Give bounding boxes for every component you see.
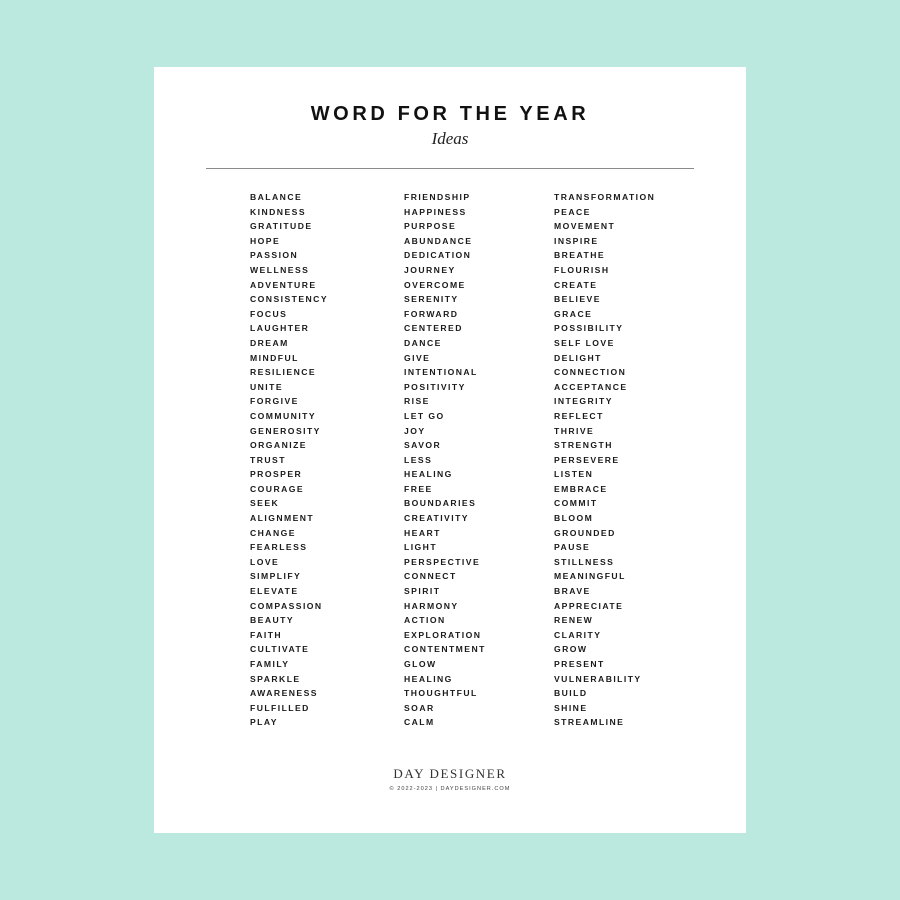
- brand-name: DAY DESIGNER: [393, 766, 507, 781]
- word-item: COMMUNITY: [250, 410, 317, 421]
- word-item: SERENITY: [404, 294, 459, 305]
- word-item: ALIGNMENT: [250, 513, 315, 524]
- word-item: PLAY: [250, 717, 278, 728]
- word-item: BREATHE: [554, 250, 606, 261]
- word-item: CHANGE: [250, 527, 296, 538]
- word-item: VULNERABILITY: [554, 673, 642, 684]
- word-item: FLOURISH: [554, 264, 610, 275]
- word-item: THRIVE: [554, 425, 595, 436]
- word-item: PERSPECTIVE: [404, 556, 481, 567]
- word-item: GROUNDED: [554, 527, 616, 538]
- word-item: GIVE: [404, 352, 431, 363]
- word-item: DANCE: [404, 337, 442, 348]
- word-item: BUILD: [554, 688, 588, 699]
- word-item: HEALING: [404, 673, 453, 684]
- word-item: BRAVE: [554, 586, 591, 597]
- word-item: WELLNESS: [250, 264, 310, 275]
- word-item: RENEW: [554, 615, 594, 626]
- word-item: INTEGRITY: [554, 396, 613, 407]
- word-item: PROSPER: [250, 469, 303, 480]
- page-title: WORD FOR THE YEAR: [310, 103, 590, 125]
- word-item: STREAMLINE: [554, 717, 625, 728]
- word-item: APPRECIATE: [554, 600, 624, 611]
- word-item: STILLNESS: [554, 556, 615, 567]
- word-item: HEALING: [404, 469, 453, 480]
- word-item: FULFILLED: [250, 702, 310, 713]
- word-item: FAMILY: [250, 659, 290, 669]
- word-item: PEACE: [554, 206, 591, 217]
- word-item: ELEVATE: [250, 586, 299, 597]
- word-item: SPIRIT: [404, 586, 441, 597]
- word-item: FORGIVE: [250, 396, 299, 407]
- word-item: SELF LOVE: [554, 337, 615, 348]
- word-item: MINDFUL: [250, 352, 299, 363]
- word-item: LET GO: [404, 410, 445, 421]
- page-subtitle: Ideas: [431, 129, 469, 148]
- word-item: CLARITY: [554, 629, 602, 640]
- word-item: JOY: [404, 425, 426, 436]
- word-item: AWARENESS: [250, 688, 318, 699]
- word-item: SIMPLIFY: [250, 571, 302, 582]
- word-item: ACCEPTANCE: [554, 381, 628, 392]
- word-column-2: [404, 190, 486, 730]
- word-item: CALM: [404, 717, 435, 728]
- word-item: ACTION: [404, 615, 446, 626]
- word-item: POSSIBILITY: [554, 323, 624, 334]
- word-item: COMPASSION: [250, 600, 323, 611]
- word-item: BLOOM: [554, 513, 594, 524]
- word-item: SAVOR: [404, 440, 442, 451]
- word-item: BELIEVE: [554, 294, 601, 305]
- word-item: LISTEN: [554, 469, 594, 480]
- word-item: LIGHT: [404, 542, 438, 553]
- word-item: BOUNDARIES: [404, 498, 477, 509]
- word-item: TRUST: [250, 454, 286, 465]
- word-item: OVERCOME: [404, 279, 466, 290]
- word-item: HOPE: [250, 235, 281, 246]
- word-item: FAITH: [250, 629, 283, 640]
- word-item: CONTENTMENT: [404, 644, 486, 655]
- word-column-1: [250, 190, 328, 730]
- word-item: COMMIT: [554, 498, 598, 509]
- word-item: EXPLORATION: [404, 629, 482, 640]
- word-item: FRIENDSHIP: [404, 192, 471, 202]
- word-item: CENTERED: [404, 323, 463, 334]
- word-item: REFLECT: [554, 410, 604, 421]
- word-item: PURPOSE: [404, 221, 457, 232]
- word-item: BALANCE: [250, 192, 303, 202]
- word-item: STRENGTH: [554, 440, 613, 451]
- word-item: PRESENT: [554, 659, 605, 669]
- word-item: DELIGHT: [554, 352, 602, 363]
- word-item: MEANINGFUL: [554, 571, 626, 582]
- word-item: RISE: [404, 396, 430, 407]
- word-item: TRANSFORMATION: [554, 192, 656, 202]
- word-item: FORWARD: [404, 308, 459, 319]
- word-item: GRACE: [554, 308, 593, 319]
- word-item: POSITIVITY: [404, 381, 466, 392]
- word-item: CONSISTENCY: [250, 294, 329, 305]
- word-item: SHINE: [554, 702, 588, 713]
- word-item: FREE: [404, 483, 433, 494]
- word-item: LESS: [404, 454, 433, 465]
- word-item: SOAR: [404, 702, 435, 713]
- word-item: HARMONY: [404, 600, 459, 611]
- word-item: SEEK: [250, 498, 280, 509]
- word-item: FOCUS: [250, 308, 288, 319]
- word-item: KINDNESS: [250, 206, 307, 217]
- word-item: GRATITUDE: [250, 221, 313, 232]
- word-item: SPARKLE: [250, 673, 301, 684]
- word-item: HAPPINESS: [404, 206, 467, 217]
- worksheet-page: [154, 67, 746, 833]
- word-item: PASSION: [250, 250, 299, 261]
- word-item: RESILIENCE: [250, 367, 317, 378]
- word-item: INTENTIONAL: [404, 367, 478, 378]
- word-item: CREATIVITY: [404, 513, 469, 524]
- copyright-line: © 2022-2023 | DAYDESIGNER.COM: [389, 786, 511, 792]
- word-item: UNITE: [250, 381, 284, 392]
- word-item: CONNECTION: [554, 367, 627, 378]
- word-item: EMBRACE: [554, 483, 608, 494]
- word-item: CREATE: [554, 279, 598, 290]
- word-item: DEDICATION: [404, 250, 472, 261]
- word-item: GLOW: [404, 659, 437, 669]
- word-item: FEARLESS: [250, 542, 308, 553]
- word-item: PAUSE: [554, 542, 591, 553]
- word-item: CULTIVATE: [250, 644, 310, 655]
- word-item: DREAM: [250, 337, 289, 348]
- word-item: ADVENTURE: [250, 279, 317, 290]
- word-item: LOVE: [250, 556, 280, 567]
- word-item: JOURNEY: [404, 264, 456, 275]
- word-item: HEART: [404, 527, 441, 538]
- word-item: THOUGHTFUL: [404, 688, 478, 699]
- word-item: GROW: [554, 644, 588, 655]
- word-item: CONNECT: [404, 571, 457, 582]
- word-item: ORGANIZE: [250, 440, 307, 451]
- divider: [206, 168, 694, 169]
- word-item: ABUNDANCE: [404, 235, 473, 246]
- word-item: INSPIRE: [554, 235, 599, 246]
- word-item: PERSEVERE: [554, 454, 620, 465]
- word-item: GENEROSITY: [250, 425, 321, 436]
- word-item: MOVEMENT: [554, 221, 616, 232]
- word-item: LAUGHTER: [250, 323, 310, 334]
- word-item: COURAGE: [250, 483, 305, 494]
- word-column-3: [554, 190, 655, 730]
- word-item: BEAUTY: [250, 615, 295, 626]
